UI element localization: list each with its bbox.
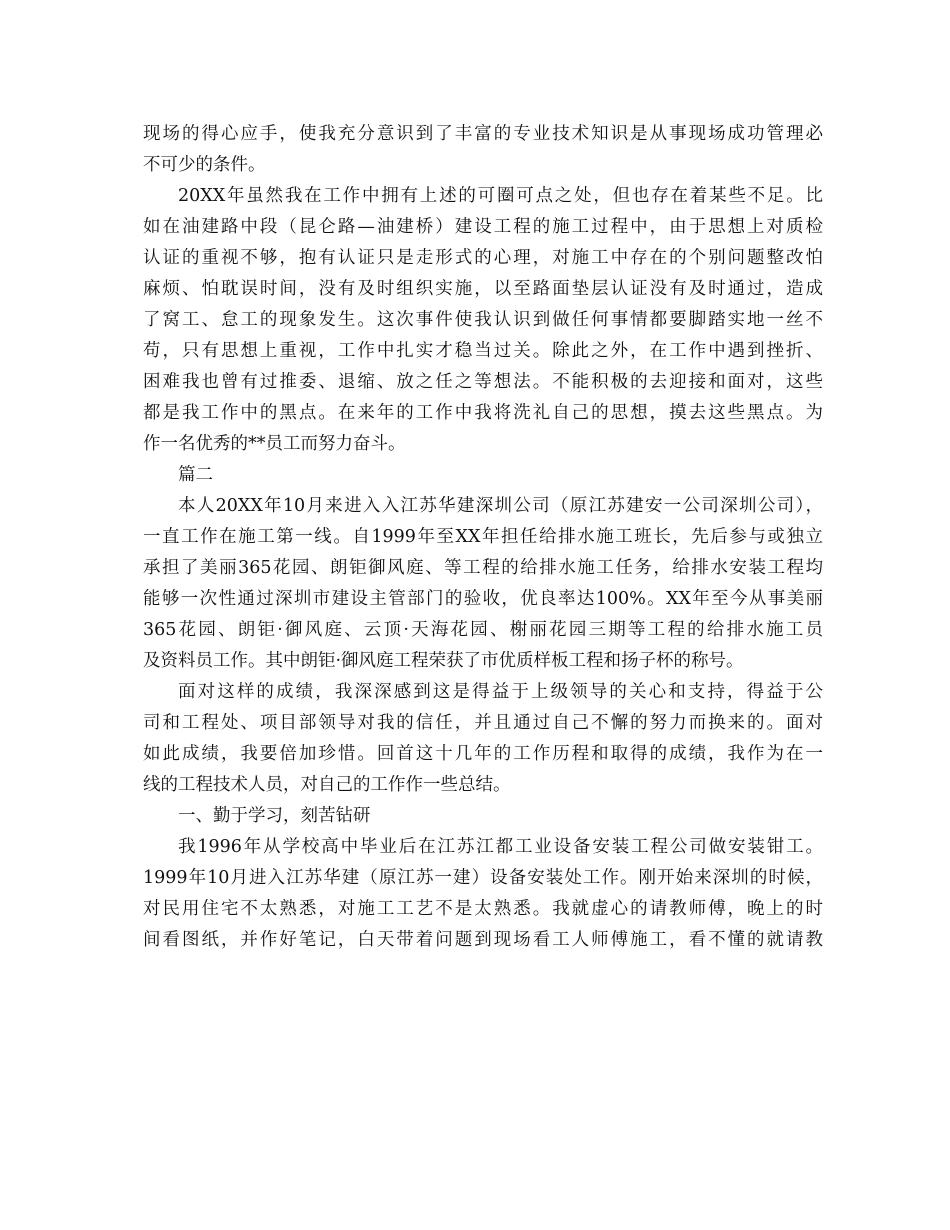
- text-line: 不可少的条件。: [143, 155, 266, 175]
- text-line: 认证的重视不够，抱有认证只是走形式的心理，对施工中存在的个别问题整改怕: [143, 248, 823, 268]
- text-line: 麻烦、怕耽误时间，没有及时组织实施，以至路面垫层认证没有及时通过，造成: [143, 279, 823, 299]
- text-line: 能够一次性通过深圳市建设主管部门的验收，优良率达100%。XX年至今从事美丽: [143, 589, 823, 609]
- text-line: 及资料员工作。其中朗钜·御风庭工程荣获了市优质样板工程和扬子杯的称号。: [143, 651, 744, 671]
- text-line: 作一名优秀的**员工而努力奋斗。: [143, 434, 406, 454]
- text-line: 都是我工作中的黑点。在来年的工作中我将洗礼自己的思想，摸去这些黑点。为: [143, 403, 823, 423]
- text-line: 20XX年虽然我在工作中拥有上述的可圈可点之处，但也存在着某些不足。比: [178, 186, 823, 206]
- text-line: 如此成绩，我要倍加珍惜。回首这十几年的工作历程和取得的成绩，我作为在一: [143, 744, 823, 764]
- text-line: 本人20XX年10月来进入入江苏华建深圳公司（原江苏建安一公司深圳公司），: [178, 496, 823, 516]
- text-line: 如在油建路中段（昆仑路—油建桥）建设工程的施工过程中，由于思想上对质检: [143, 217, 823, 237]
- text-line: 365花园、朗钜·御风庭、云顶·天海花园、榭丽花园三期等工程的给排水施工员: [143, 620, 823, 640]
- text-line: 我1996年从学校高中毕业后在江苏江都工业设备安装工程公司做安装钳工。: [178, 837, 823, 857]
- text-line: 承担了美丽365花园、朗钜御风庭、等工程的给排水施工任务，给排水安装工程均: [143, 558, 823, 578]
- text-line: 现场的得心应手，使我充分意识到了丰富的专业技术知识是从事现场成功管理必: [143, 124, 823, 144]
- text-line: 1999年10月进入江苏华建（原江苏一建）设备安装处工作。刚开始来深圳的时候，: [143, 868, 823, 888]
- text-line: 一直工作在施工第一线。自1999年至XX年担任给排水施工班长，先后参与或独立: [143, 527, 823, 547]
- text-line: 线的工程技术人员，对自己的工作作一些总结。: [143, 775, 511, 795]
- text-line: 篇二: [178, 465, 213, 485]
- text-line: 困难我也曾有过推委、退缩、放之任之等想法。不能积极的去迎接和面对，这些: [143, 372, 823, 392]
- text-line: 苟，只有思想上重视，工作中扎实才稳当过关。除此之外，在工作中遇到挫折、: [143, 341, 823, 361]
- text-line: 面对这样的成绩，我深深感到这是得益于上级领导的关心和支持，得益于公: [178, 682, 823, 702]
- text-line: 对民用住宅不太熟悉，对施工工艺不是太熟悉。我就虚心的请教师傅，晚上的时: [143, 899, 823, 919]
- text-line: 司和工程处、项目部领导对我的信任，并且通过自己不懈的努力而换来的。面对: [143, 713, 823, 733]
- text-line: 一、勤于学习，刻苦钻研: [178, 806, 371, 826]
- text-line: 了窝工、怠工的现象发生。这次事件使我认识到做任何事情都要脚踏实地一丝不: [143, 310, 823, 330]
- text-line: 间看图纸，并作好笔记，白天带着问题到现场看工人师傅施工，看不懂的就请教: [143, 930, 823, 950]
- document-body: [143, 119, 823, 956]
